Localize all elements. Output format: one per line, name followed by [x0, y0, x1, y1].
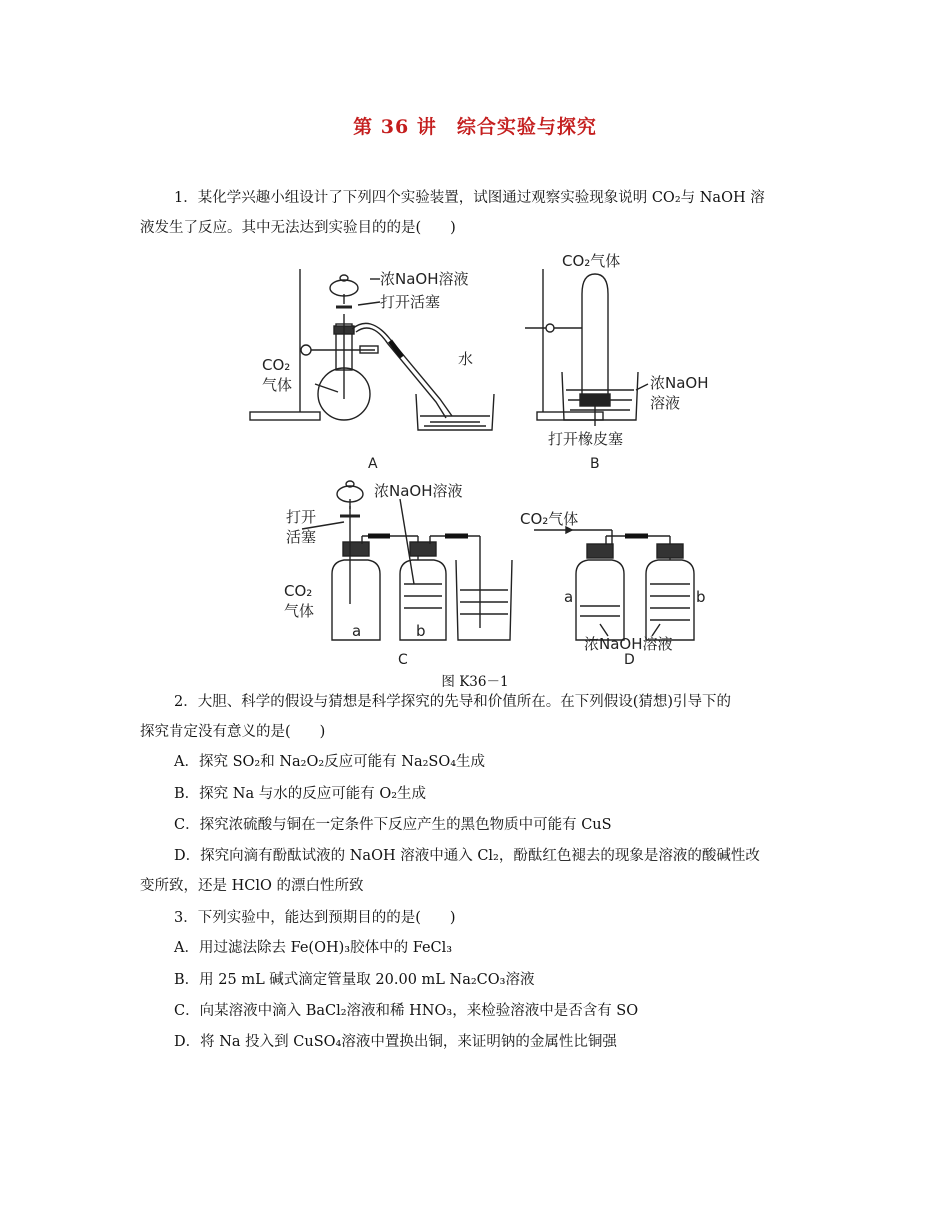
b-caption: B: [590, 456, 600, 472]
a-gas-top: CO₂: [262, 356, 291, 374]
apparatus-c: [284, 481, 512, 668]
a-water-label: 水: [458, 350, 474, 368]
q1-stem-line1: 1．某化学兴趣小组设计了下列四个实验装置，试图通过观察实验现象说明 CO₂与 NaOH 溶: [174, 190, 765, 206]
c-gas-bottom: 气体: [284, 602, 315, 620]
figure-caption: 图 K36－1: [441, 674, 509, 690]
apparatus-b: [525, 252, 709, 472]
a-caption: A: [368, 456, 378, 472]
q3-option-a: A．用过滤法除去 Fe(OH)₃胶体中的 FeCl₃: [174, 940, 453, 956]
a-gas-bottom: 气体: [262, 376, 293, 394]
c-funnel-label: 浓NaOH溶液: [374, 482, 463, 500]
q3-option-c: C．向某溶液中滴入 BaCl₂溶液和稀 HNO₃，来检验溶液中是否含有 SO: [174, 1003, 639, 1019]
c-bottle-a: a: [352, 622, 362, 640]
apparatus-d: [520, 510, 706, 668]
q2-stem-line1: 2．大胆、科学的假设与猜想是科学探究的先导和价值所在。在下列假设(猜想)引导下的: [174, 694, 732, 710]
q2-option-a: A．探究 SO₂和 Na₂O₂反应可能有 Na₂SO₄生成: [174, 754, 486, 770]
apparatus-figure: [240, 244, 720, 686]
b-gas-label: CO₂气体: [562, 252, 621, 270]
d-bottle-a: a: [564, 588, 574, 606]
d-caption: D: [624, 652, 635, 668]
q1-stem-line2: 液发生了反应。其中无法达到实验目的的是( ): [140, 220, 456, 236]
q3-option-b: B．用 25 mL 碱式滴定管量取 20.00 mL Na₂CO₃溶液: [174, 972, 535, 988]
b-plug-label: 打开橡皮塞: [548, 430, 624, 448]
d-gas-label: CO₂气体: [520, 510, 579, 528]
c-bottle-b: b: [416, 622, 426, 640]
q2-option-b: B．探究 Na 与水的反应可能有 O₂生成: [174, 786, 427, 802]
c-gas-top: CO₂: [284, 582, 313, 600]
b-naoh-1: 浓NaOH: [650, 374, 709, 392]
q3-option-d: D．将 Na 投入到 CuSO₄溶液中置换出铜，来证明钠的金属性比铜强: [174, 1034, 617, 1050]
a-valve-label: 打开活塞: [380, 293, 441, 311]
q2-option-d-line1: D．探究向滴有酚酞试液的 NaOH 溶液中通入 Cl₂，酚酞红色褪去的现象是溶液的酸碱性改: [174, 848, 760, 864]
q3-stem: 3．下列实验中，能达到预期目的的是( ): [174, 910, 456, 926]
d-naoh-label: 浓NaOH溶液: [584, 635, 673, 653]
b-naoh-2: 溶液: [650, 394, 681, 412]
c-valve-2: 活塞: [286, 528, 317, 546]
apparatus-a: [250, 269, 494, 472]
c-valve-1: 打开: [286, 508, 317, 526]
q2-option-d-line2: 变所致，还是 HClO 的漂白性所致: [140, 878, 364, 894]
a-funnel-label: 浓NaOH溶液: [380, 270, 469, 288]
page-title: 第 36 讲 综合实验与探究: [353, 116, 597, 138]
q2-option-c: C．探究浓硫酸与铜在一定条件下反应产生的黑色物质中可能有 CuS: [174, 817, 612, 833]
q2-stem-line2: 探究肯定没有意义的是( ): [140, 724, 326, 740]
d-bottle-b: b: [696, 588, 706, 606]
c-caption: C: [398, 652, 408, 668]
